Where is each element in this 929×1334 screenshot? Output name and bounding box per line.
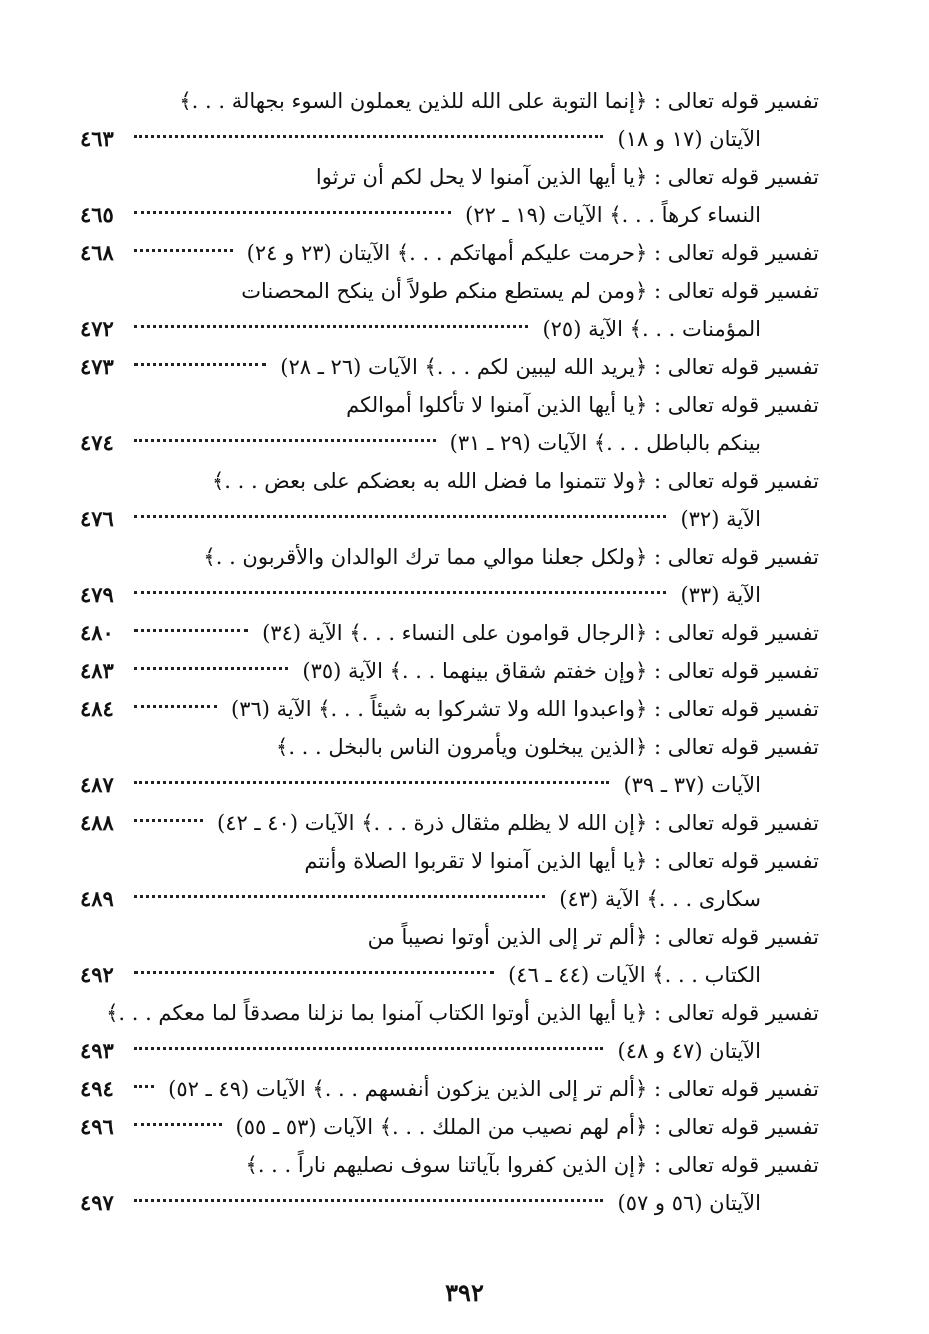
toc-entry xyxy=(80,1108,819,1146)
toc-entry xyxy=(80,918,819,994)
dot-leader xyxy=(134,353,266,366)
dot-leader xyxy=(134,809,203,822)
toc-entry-text: الآية (٣٢) xyxy=(680,507,761,531)
toc-page-number: ٤٩٦ xyxy=(80,1114,114,1139)
toc-entry xyxy=(80,994,819,1070)
dot-leader xyxy=(134,315,528,328)
toc-entry-text: تفسير قوله تعالى : ﴿يا أيها الذين آمنوا لا يحل لكم أن ترثوا xyxy=(315,165,819,189)
dot-leader xyxy=(134,429,436,442)
toc-page-number: ٤٩٣ xyxy=(80,1038,114,1063)
toc-entry-last-line xyxy=(80,880,819,918)
dot-leader xyxy=(134,657,288,670)
toc-entry-text: النساء كرهاً . . .﴾ الآيات (١٩ ـ ٢٢) xyxy=(465,203,761,227)
toc-entry xyxy=(80,690,819,728)
toc-page-number: ٤٧٣ xyxy=(80,354,114,379)
toc-entry-last-line xyxy=(80,1184,819,1222)
toc-entry-last-line xyxy=(80,956,819,994)
toc-entry xyxy=(80,272,819,348)
toc-entry-text: تفسير قوله تعالى : ﴿ولا تتمنوا ما فضل الله به بعضكم على بعض . . .﴾ xyxy=(211,469,819,493)
toc-entry xyxy=(80,538,819,614)
toc-entry-last-line xyxy=(80,1108,819,1146)
toc-page-number: ٤٩٤ xyxy=(80,1076,114,1101)
toc-entry xyxy=(80,462,819,538)
dot-leader xyxy=(134,695,217,708)
toc-entry-text: الآية (٣٣) xyxy=(680,583,761,607)
toc-entry-last-line xyxy=(80,690,819,728)
table-of-contents xyxy=(80,82,819,1222)
toc-entry-last-line xyxy=(80,196,819,234)
page-number: ٣٩٢ xyxy=(445,1278,484,1307)
toc-page-number: ٤٩٧ xyxy=(80,1190,114,1215)
toc-page-number: ٤٨٣ xyxy=(80,658,114,683)
toc-entry-last-line xyxy=(80,424,819,462)
toc-entry-line xyxy=(80,1146,819,1184)
toc-entry-text: تفسير قوله تعالى : ﴿ولكل جعلنا موالي مما ترك الوالدان والأقربون . .﴾ xyxy=(203,545,819,569)
dot-leader xyxy=(134,581,666,594)
dot-leader xyxy=(134,771,609,784)
toc-entry-text: تفسير قوله تعالى : ﴿حرمت عليكم أمهاتكم . . .﴾ الآيتان (٢٣ و ٢٤) xyxy=(246,241,819,265)
toc-page-number: ٤٨٩ xyxy=(80,886,114,911)
toc-entry-last-line xyxy=(80,804,819,842)
toc-entry-text: تفسير قوله تعالى : ﴿أم لهم نصيب من الملك . . .﴾ الآيات (٥٣ ـ ٥٥) xyxy=(235,1115,819,1139)
toc-entry-text: المؤمنات . . .﴾ الآية (٢٥) xyxy=(542,317,761,341)
toc-entry-text: الكتاب . . .﴾ الآيات (٤٤ ـ ٤٦) xyxy=(508,963,761,987)
toc-entry-last-line xyxy=(80,310,819,348)
toc-entry-text: تفسير قوله تعالى : ﴿يا أيها الذين آمنوا لا تأكلوا أموالكم xyxy=(346,393,819,417)
toc-entry xyxy=(80,386,819,462)
toc-entry-line xyxy=(80,462,819,500)
toc-entry-text: تفسير قوله تعالى : ﴿ومن لم يستطع منكم طولاً أن ينكح المحصنات xyxy=(241,279,819,303)
dot-leader xyxy=(134,885,545,898)
toc-entry xyxy=(80,804,819,842)
toc-entry-text: سكارى . . .﴾ الآية (٤٣) xyxy=(559,887,761,911)
toc-entry-last-line xyxy=(80,766,819,804)
dot-leader xyxy=(134,961,494,974)
toc-page-number: ٤٨٤ xyxy=(80,696,114,721)
toc-entry xyxy=(80,728,819,804)
toc-entry xyxy=(80,614,819,652)
dot-leader xyxy=(134,1037,603,1050)
toc-page-number: ٤٧٢ xyxy=(80,316,114,341)
toc-page-number: ٤٩٢ xyxy=(80,962,114,987)
toc-entry-last-line xyxy=(80,652,819,690)
toc-entry-text: تفسير قوله تعالى : ﴿إن الله لا يظلم مثقال ذرة . . .﴾ الآيات (٤٠ ـ ٤٢) xyxy=(216,811,819,835)
toc-entry-line xyxy=(80,386,819,424)
toc-entry-line xyxy=(80,728,819,766)
toc-entry-line xyxy=(80,82,819,120)
dot-leader xyxy=(134,201,451,214)
toc-entry-text: تفسير قوله تعالى : ﴿ألم تر إلى الذين يزكون أنفسهم . . .﴾ الآيات (٤٩ ـ ٥٢) xyxy=(168,1077,819,1101)
toc-entry xyxy=(80,842,819,918)
toc-page-number: ٤٦٣ xyxy=(80,126,114,151)
toc-entry-text: تفسير قوله تعالى : ﴿إنما التوبة على الله للذين يعملون السوء بجهالة . . .﴾ xyxy=(179,89,819,113)
dot-leader xyxy=(134,1075,154,1088)
toc-entry-line xyxy=(80,272,819,310)
toc-entry xyxy=(80,158,819,234)
dot-leader xyxy=(134,619,248,632)
toc-entry-text: تفسير قوله تعالى : ﴿إن الذين كفروا بآياتنا سوف نصليهم ناراً . . .﴾ xyxy=(245,1153,819,1177)
dot-leader xyxy=(134,1189,603,1202)
toc-page-number: ٤٨٠ xyxy=(80,620,114,645)
dot-leader xyxy=(134,505,666,518)
dot-leader xyxy=(134,239,233,252)
toc-page-number: ٤٦٨ xyxy=(80,240,114,265)
toc-entry-last-line xyxy=(80,120,819,158)
toc-entry-text: الآيتان (٥٦ و ٥٧) xyxy=(617,1191,761,1215)
toc-entry-line xyxy=(80,538,819,576)
toc-entry xyxy=(80,82,819,158)
toc-entry xyxy=(80,234,819,272)
toc-entry-last-line xyxy=(80,1070,819,1108)
toc-page-number: ٤٧٦ xyxy=(80,506,114,531)
toc-entry-last-line xyxy=(80,500,819,538)
toc-entry-text: بينكم بالباطل . . .﴾ الآيات (٢٩ ـ ٣١) xyxy=(449,431,761,455)
toc-page-number: ٤٧٩ xyxy=(80,582,114,607)
toc-page-number: ٤٦٥ xyxy=(80,202,114,227)
toc-entry-line xyxy=(80,918,819,956)
toc-entry-last-line xyxy=(80,614,819,652)
toc-entry-text: الآيتان (١٧ و ١٨) xyxy=(617,127,761,151)
toc-entry-text: تفسير قوله تعالى : ﴿يريد الله ليبين لكم . . .﴾ الآيات (٢٦ ـ ٢٨) xyxy=(280,355,819,379)
toc-entry-text: الآيات (٣٧ ـ ٣٩) xyxy=(623,773,761,797)
toc-entry-text: تفسير قوله تعالى : ﴿ألم تر إلى الذين أوتوا نصيباً من xyxy=(367,925,819,949)
dot-leader xyxy=(134,1113,222,1126)
toc-entry-line xyxy=(80,994,819,1032)
toc-entry-text: تفسير قوله تعالى : ﴿الرجال قوامون على النساء . . .﴾ الآية (٣٤) xyxy=(262,621,819,645)
dot-leader xyxy=(134,125,603,138)
toc-page-number: ٤٧٤ xyxy=(80,430,114,455)
toc-entry-line xyxy=(80,158,819,196)
toc-entry-text: تفسير قوله تعالى : ﴿واعبدوا الله ولا تشركوا به شيئاً . . .﴾ الآية (٣٦) xyxy=(230,697,819,721)
toc-entry-text: الآيتان (٤٧ و ٤٨) xyxy=(617,1039,761,1063)
toc-entry-text: تفسير قوله تعالى : ﴿يا أيها الذين أوتوا الكتاب آمنوا بما نزلنا مصدقاً لما معكم . . .﴾ xyxy=(106,1001,819,1025)
toc-page-number: ٤٨٨ xyxy=(80,810,114,835)
toc-entry-last-line xyxy=(80,576,819,614)
toc-entry-text: تفسير قوله تعالى : ﴿وإن خفتم شقاق بينهما . . .﴾ الآية (٣٥) xyxy=(302,659,819,683)
toc-entry xyxy=(80,652,819,690)
toc-entry xyxy=(80,1146,819,1222)
toc-entry-last-line xyxy=(80,234,819,272)
toc-entry-text: تفسير قوله تعالى : ﴿الذين يبخلون ويأمرون الناس بالبخل . . .﴾ xyxy=(276,735,819,759)
toc-entry xyxy=(80,348,819,386)
toc-entry-last-line xyxy=(80,1032,819,1070)
toc-page-number: ٤٨٧ xyxy=(80,772,114,797)
toc-entry-line xyxy=(80,842,819,880)
toc-entry-last-line xyxy=(80,348,819,386)
toc-entry xyxy=(80,1070,819,1108)
toc-entry-text: تفسير قوله تعالى : ﴿يا أيها الذين آمنوا لا تقربوا الصلاة وأنتم xyxy=(304,849,819,873)
